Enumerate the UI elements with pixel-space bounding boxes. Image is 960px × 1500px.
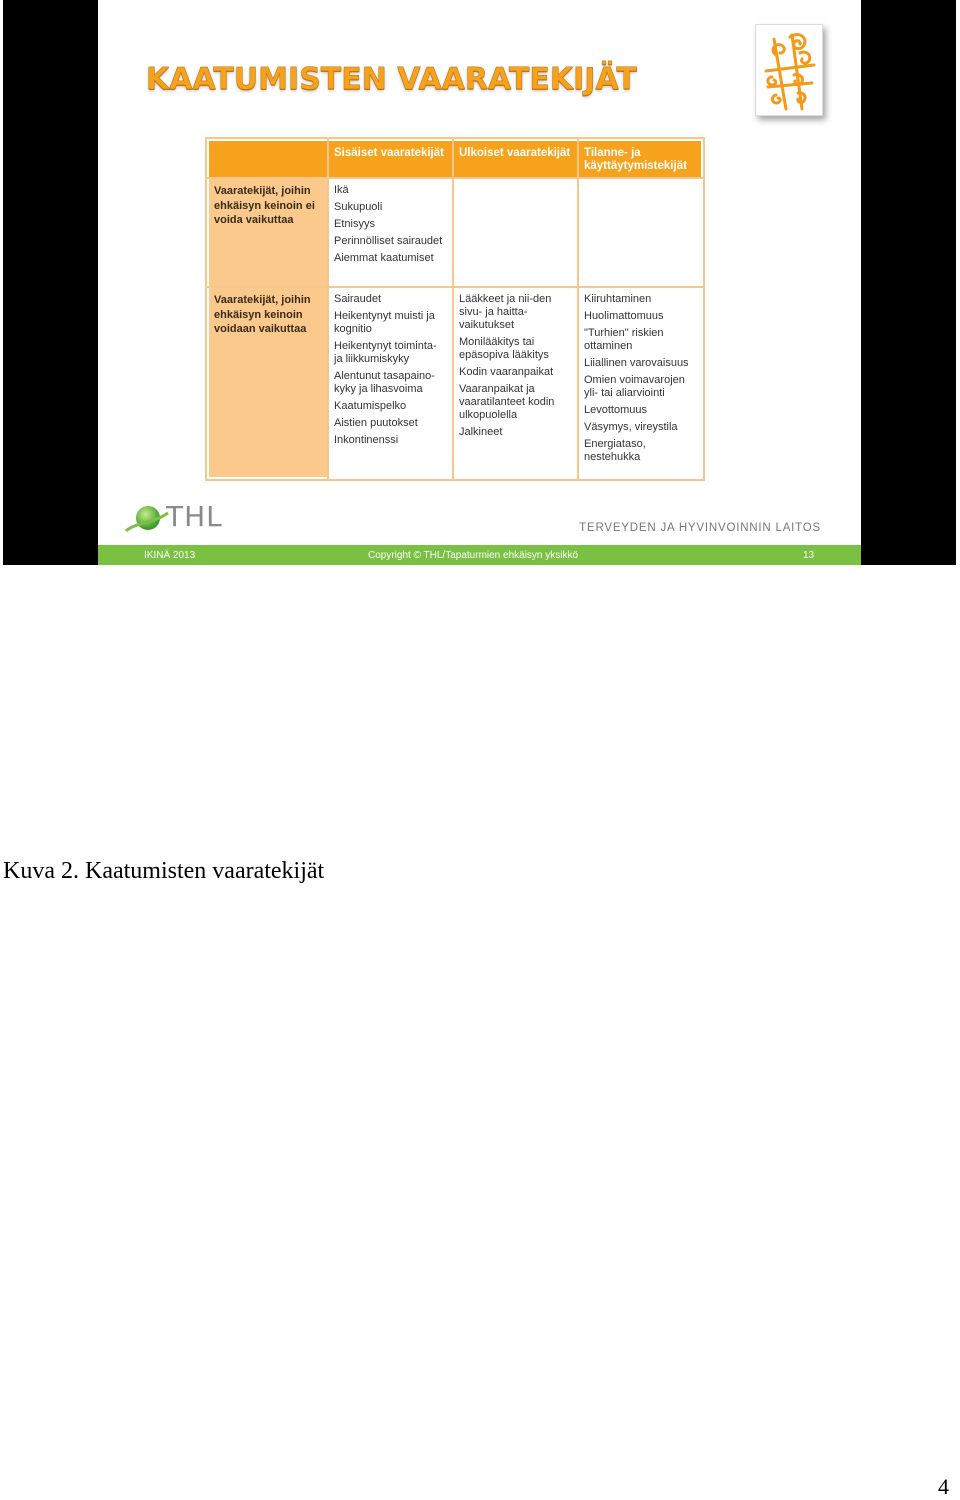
list-item: Aistien puutokset <box>334 417 418 429</box>
slide-title: KAATUMISTEN VAARATEKIJÄT <box>146 62 637 97</box>
list-item: Omien voimavarojen yli- tai aliarviointi <box>584 374 685 399</box>
list-item: "Turhien" riskien ottaminen <box>584 327 664 352</box>
footer-left: IKINÄ 2013 <box>144 550 196 561</box>
list-item: Sairaudet <box>334 293 382 305</box>
list-item: Heikentynyt muisti ja kognitio <box>334 310 435 335</box>
list-item: Vaaranpaikat ja vaaratilanteet kodin ulkopuolella <box>459 383 555 421</box>
table-divider <box>452 139 454 479</box>
page-number: 4 <box>938 1474 949 1499</box>
slide-frame <box>3 0 956 565</box>
cell-internal-uncontrollable <box>329 179 452 286</box>
list-item: Kaatumispelko <box>334 400 407 412</box>
slide <box>98 0 861 565</box>
list-item: Alentunut tasapaino-kyky ja lihasvoima <box>334 370 435 395</box>
list-item: Jalkineet <box>459 426 503 438</box>
list-item: Heikentynyt toiminta- ja liikkumiskyky <box>334 340 437 365</box>
cell-internal-controllable <box>329 288 452 477</box>
header-corner <box>209 141 327 177</box>
list-item: Liiallinen varovaisuus <box>584 357 689 369</box>
footer-copyright: Copyright © THL/Tapaturmien ehkäisyn yksikkö <box>368 550 579 561</box>
list-item: Energiataso, nestehukka <box>584 438 646 463</box>
list-item: Sukupuoli <box>334 201 383 213</box>
thl-logo-text: THL <box>166 500 223 533</box>
ikina-logo-icon <box>755 24 823 116</box>
table-divider <box>327 139 329 479</box>
list-item: Inkontinenssi <box>334 434 399 446</box>
list-item: Kodin vaaranpaikat <box>459 366 554 378</box>
list-item: Perinnölliset sairaudet <box>334 235 443 247</box>
header-situational: Tilanne- ja käyttäytymistekijät <box>579 141 701 177</box>
table-divider <box>207 177 703 179</box>
list-item: Etnisyys <box>334 218 375 230</box>
header-external: Ulkoiset vaaratekijät <box>454 141 577 177</box>
footer-slide-number: 13 <box>803 550 815 561</box>
list-item: Ikä <box>334 184 349 196</box>
list-item: Kiiruhtaminen <box>584 293 652 305</box>
table-divider <box>577 139 579 479</box>
cell-external-controllable <box>454 288 577 477</box>
cell-situational-controllable <box>579 288 701 477</box>
row-label-uncontrollable: Vaaratekijät, joihin ehkäisyn keinoin ei voida vaikuttaa <box>209 179 327 286</box>
list-item: Väsymys, vireystila <box>584 421 678 433</box>
list-item: Huolimattomuus <box>584 310 664 322</box>
list-item: Monilääkitys tai epäsopiva lääkitys <box>459 336 549 361</box>
cell-situational-uncontrollable <box>579 179 701 286</box>
risk-factor-table <box>205 137 705 481</box>
table-divider <box>207 286 703 288</box>
header-internal: Sisäiset vaaratekijät <box>329 141 452 177</box>
row-label-controllable: Vaaratekijät, joihin ehkäisyn keinoin voidaan vaikuttaa <box>209 288 327 477</box>
list-item: Lääkkeet ja nii-den sivu- ja haitta-vaikutukset <box>459 293 552 331</box>
institution-name: TERVEYDEN JA HYVINVOINNIN LAITOS <box>579 522 821 534</box>
cell-external-uncontrollable <box>454 179 577 286</box>
list-item: Aiemmat kaatumiset <box>334 252 434 264</box>
figure-caption: Kuva 2. Kaatumisten vaaratekijät <box>3 858 325 884</box>
list-item: Levottomuus <box>584 404 647 416</box>
slide-footer <box>98 545 861 565</box>
